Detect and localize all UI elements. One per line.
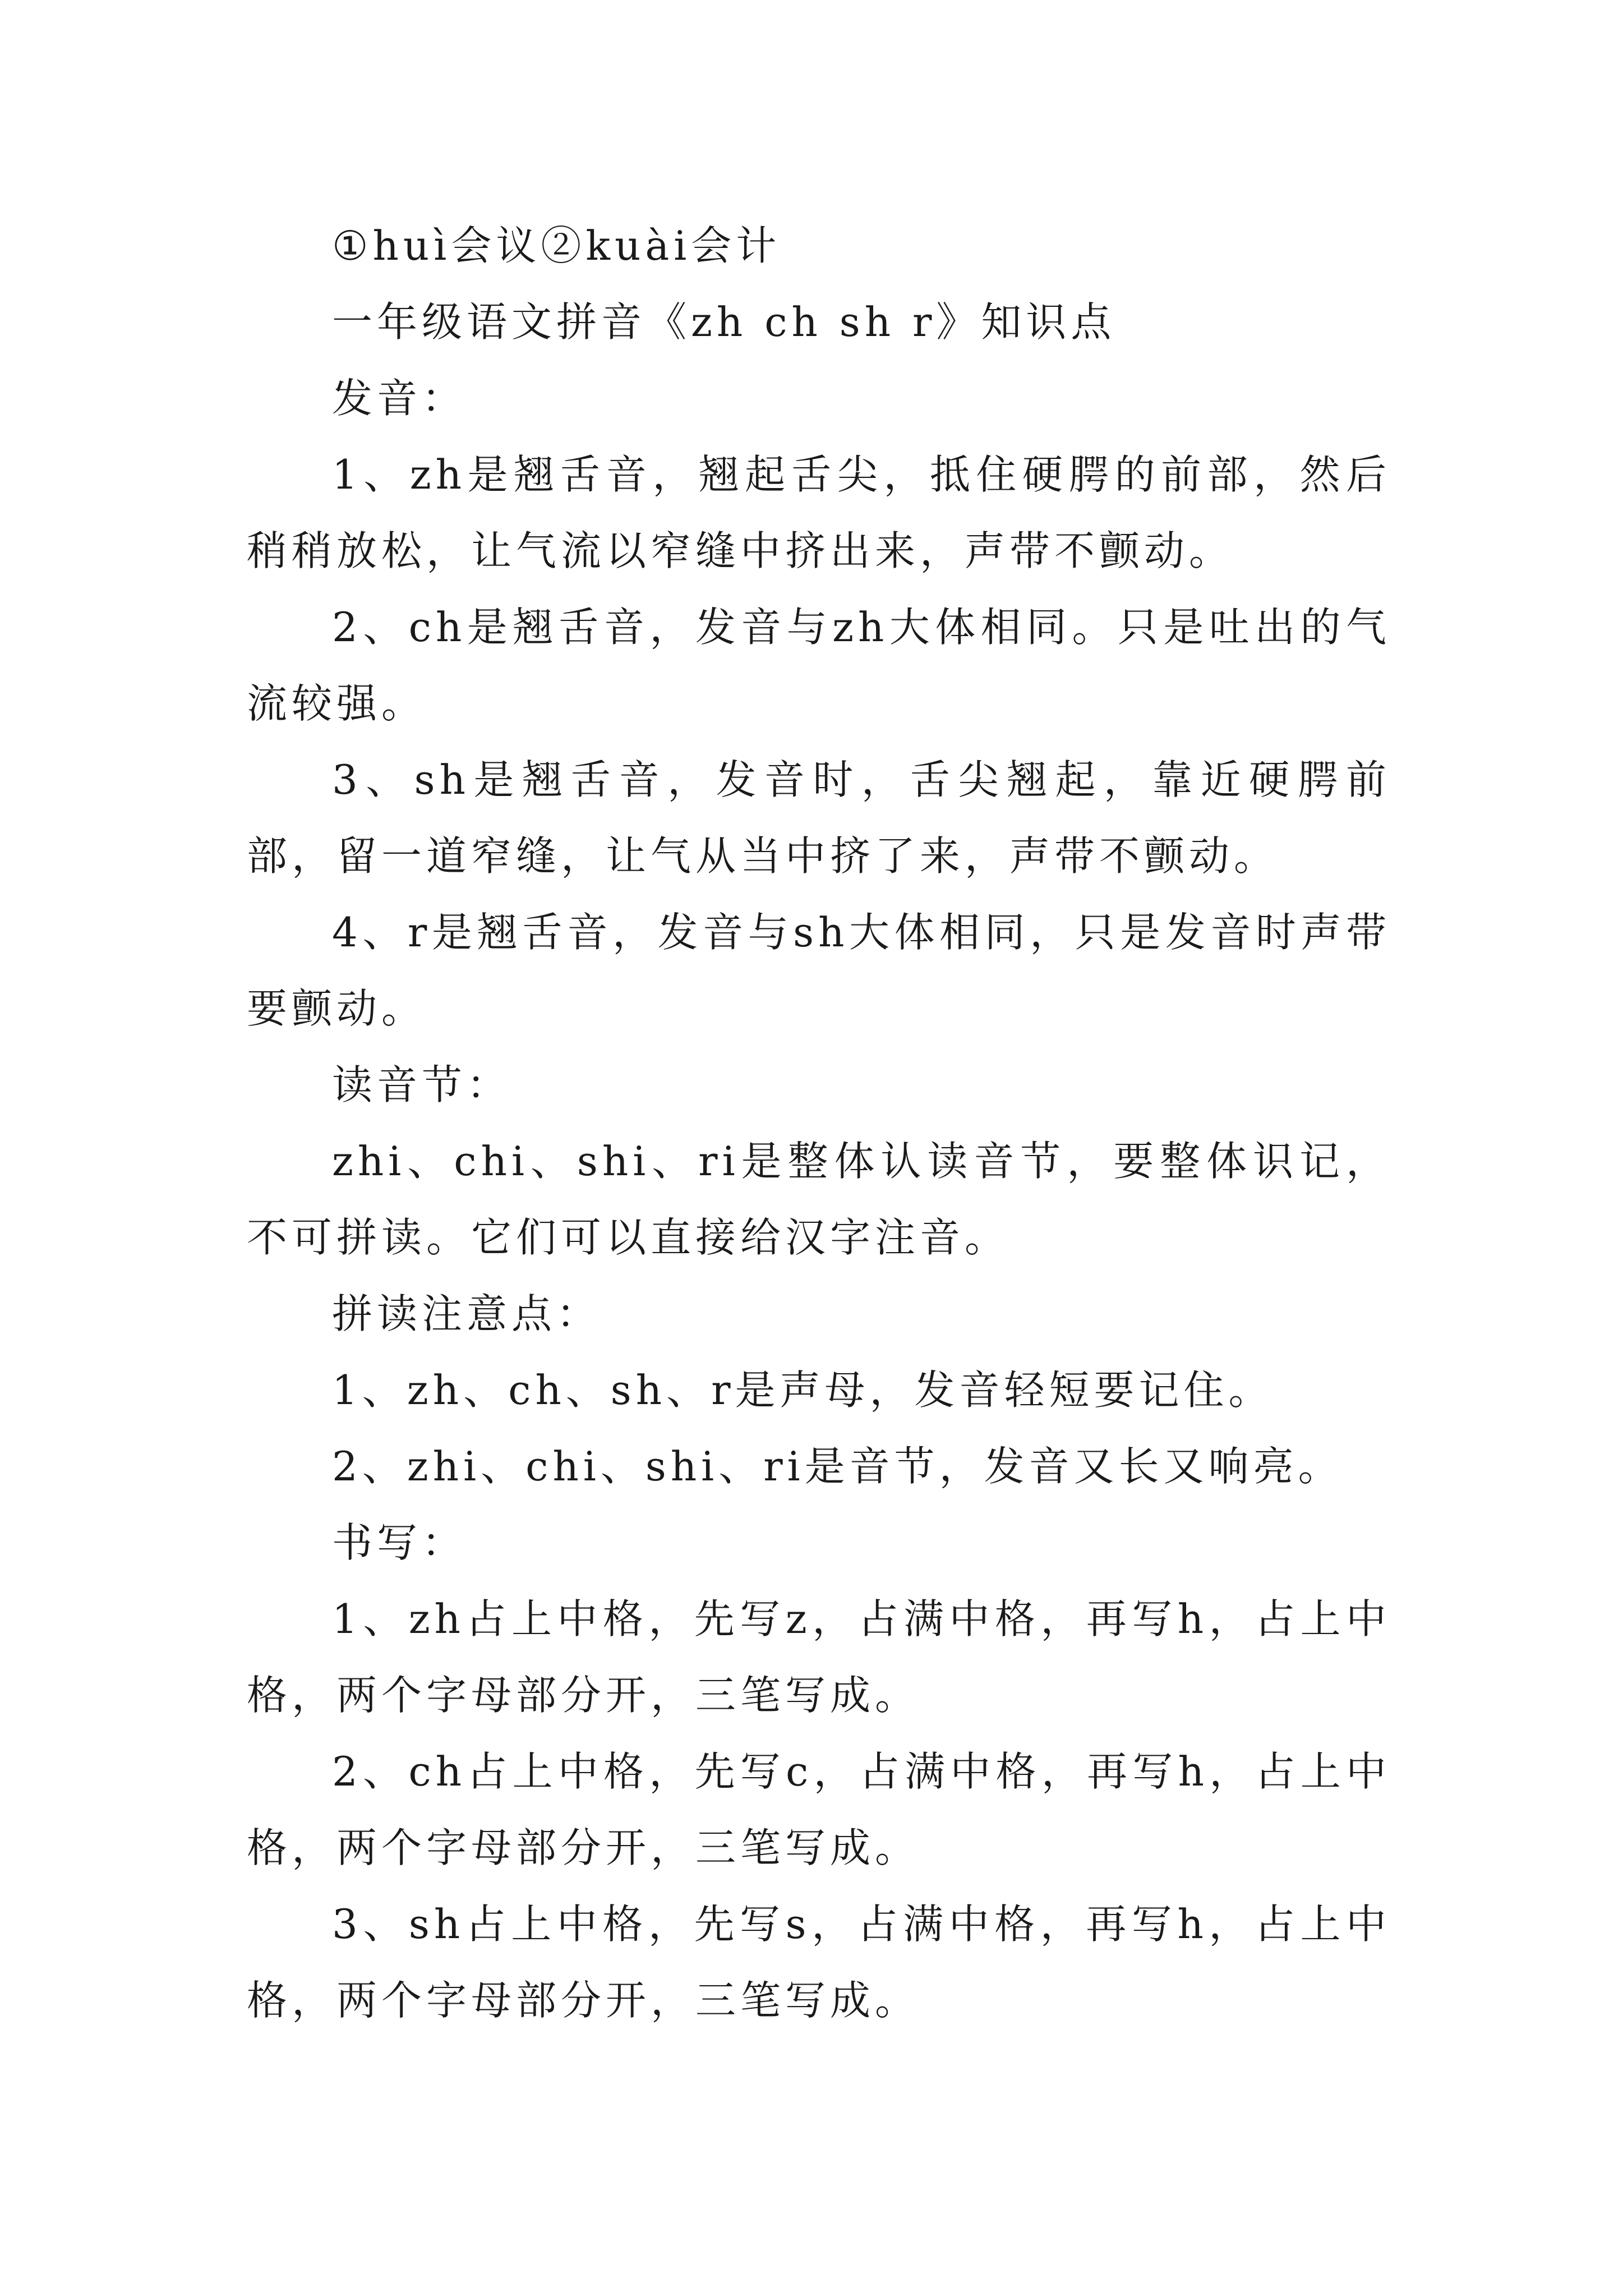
paragraph-8: 读音节： xyxy=(332,1061,512,1108)
paragraph-12: 2、zhi、chi、shi、ri是音节，发音又长又响亮。 xyxy=(332,1443,1343,1490)
paragraph-3: 发音： xyxy=(332,375,467,422)
paragraph-1: ①huì会议②kuài会计 xyxy=(332,222,781,269)
paragraph-2: 一年级语文拼音《zh ch sh r》知识点 xyxy=(332,298,1116,346)
paragraph-10: 拼读注意点： xyxy=(332,1290,602,1337)
paragraph-16: 3、sh占上中格，先写s，占满中格，再写h，占上中格，两个字母部分开，三笔写成。 xyxy=(247,1901,1391,2024)
document-body xyxy=(247,208,1391,2039)
paragraph-13: 书写： xyxy=(332,1519,467,1566)
paragraph-7: 4、r是翘舌音，发音与sh大体相同，只是发音时声带要颤动。 xyxy=(247,909,1391,1032)
paragraph-4: 1、zh是翘舌音，翘起舌尖，抵住硬腭的前部，然后稍稍放松，让气流以窄缝中挤出来，声带不颤动。 xyxy=(247,451,1391,574)
paragraph-11: 1、zh、ch、sh、r是声母，发音轻短要记住。 xyxy=(332,1366,1274,1414)
paragraph-14: 1、zh占上中格，先写z，占满中格，再写h，占上中格，两个字母部分开，三笔写成。 xyxy=(247,1595,1391,1719)
paragraph-5: 2、ch是翘舌音，发音与zh大体相同。只是吐出的气流较强。 xyxy=(247,604,1391,727)
paragraph-9: zhi、chi、shi、ri是整体认读音节，要整体识记，不可拼读。它们可以直接给汉字注音。 xyxy=(247,1138,1391,1261)
paragraph-15: 2、ch占上中格，先写c，占满中格，再写h，占上中格，两个字母部分开，三笔写成。 xyxy=(247,1748,1391,1871)
paragraph-6: 3、sh是翘舌音，发音时，舌尖翘起，靠近硬腭前部，留一道窄缝，让气从当中挤了来，声带不颤动。 xyxy=(247,756,1391,880)
